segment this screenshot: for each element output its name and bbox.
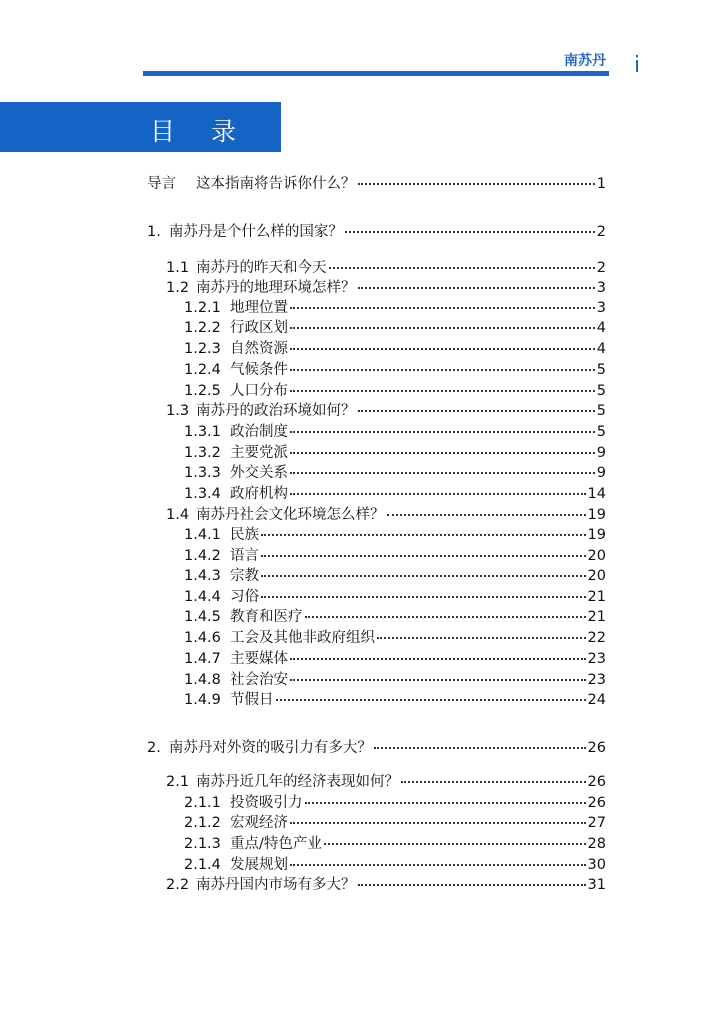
toc-entry[interactable] [184, 605, 606, 625]
toc-entry-title: 南苏丹的昨天和今天 [196, 260, 327, 276]
toc-entry-number: 1.3.4 [184, 486, 221, 502]
toc-entry-page: 9 [596, 465, 606, 481]
toc-entry-page: 5 [596, 362, 606, 378]
header-title: 南苏丹 [564, 53, 606, 69]
toc-entry-page: 23 [587, 672, 606, 688]
toc-entry-title: 重点/特色产业 [230, 836, 322, 852]
toc-entry-title: 教育和医疗 [230, 609, 303, 625]
toc-entry-title: 人口分布 [230, 383, 288, 399]
leader-dots [377, 636, 586, 639]
leader-dots [324, 842, 586, 845]
toc-entry[interactable] [184, 791, 606, 811]
toc-entry-number: 1.4.4 [184, 589, 221, 605]
toc-entry-page: 5 [596, 383, 606, 399]
toc-entry-number: 1.1 [166, 260, 190, 276]
leader-dots [305, 615, 586, 618]
toc-entry[interactable] [184, 853, 606, 873]
toc-entry-title: 习俗 [230, 589, 259, 605]
toc-entry-title: 政府机构 [230, 486, 288, 502]
toc-entry-title: 气候条件 [230, 362, 288, 378]
toc-entry-title: 语言 [230, 548, 259, 564]
toc-entry-page: 2 [596, 260, 606, 276]
toc-entry-page: 26 [587, 740, 606, 756]
toc-entry[interactable] [184, 668, 606, 688]
toc-entry-title: 民族 [230, 527, 259, 543]
toc-entry-title: 主要媒体 [230, 651, 288, 667]
toc-entry-page: 31 [587, 877, 606, 893]
toc-entry-number: 2. [147, 740, 161, 756]
toc-entry-number: 导言 [147, 176, 176, 192]
leader-dots [290, 368, 595, 371]
leader-dots [329, 266, 595, 269]
page-number: i [634, 53, 641, 78]
toc-entry-title: 南苏丹是个什么样的国家？ [168, 224, 343, 240]
toc-entry-page: 20 [587, 548, 606, 564]
toc-entry-number: 1.2.1 [184, 300, 221, 316]
toc-entry-page: 28 [587, 836, 606, 852]
leader-dots [261, 574, 586, 577]
toc-entry-page: 19 [587, 527, 606, 543]
toc-entry-page: 21 [587, 609, 606, 625]
toc-entry-number: 1.3.2 [184, 445, 221, 461]
leader-dots [401, 780, 586, 783]
toc-entry-page: 4 [596, 320, 606, 336]
toc-entry-page: 5 [596, 403, 606, 419]
toc-entry[interactable] [184, 626, 606, 646]
toc-entry-number: 1.4.8 [184, 672, 221, 688]
toc-entry[interactable] [184, 647, 606, 667]
toc-entry[interactable] [184, 811, 606, 831]
leader-dots [358, 409, 595, 412]
toc-entry-number: 2.1.1 [184, 795, 221, 811]
leader-dots [358, 883, 586, 886]
toc-entry-page: 20 [587, 568, 606, 584]
toc-entry-number: 1.3.3 [184, 465, 221, 481]
toc-entry[interactable] [184, 358, 606, 378]
toc-entry[interactable] [184, 564, 606, 584]
leader-dots [290, 389, 595, 392]
toc-entry-title: 自然资源 [230, 341, 288, 357]
toc-entry[interactable] [184, 461, 606, 481]
toc-entry-number: 1. [147, 224, 161, 240]
toc-entry-title: 政治制度 [230, 424, 288, 440]
toc-entry-page: 5 [596, 424, 606, 440]
toc-entry[interactable] [166, 256, 606, 276]
leader-dots [387, 513, 586, 516]
toc-entry[interactable] [184, 523, 606, 543]
toc-entry-title: 宗教 [230, 568, 259, 584]
leader-dots [290, 821, 586, 824]
toc-entry-title: 地理位置 [230, 300, 288, 316]
toc-entry-page: 14 [587, 486, 606, 502]
toc-entry-number: 1.3 [166, 403, 190, 419]
toc-entry-number: 1.4.1 [184, 527, 221, 543]
toc-entry-number: 1.2 [166, 280, 190, 296]
header-rule [143, 71, 609, 76]
toc-entry-page: 24 [587, 692, 606, 708]
toc-entry-number: 1.4.3 [184, 568, 221, 584]
toc-entry[interactable] [147, 220, 606, 240]
toc-entry[interactable] [166, 503, 606, 523]
toc-entry[interactable] [184, 482, 606, 502]
toc-entry[interactable] [184, 544, 606, 564]
leader-dots [290, 430, 595, 433]
toc-entry-page: 26 [587, 795, 606, 811]
toc-entry-page: 3 [596, 300, 606, 316]
toc-entry-number: 1.4 [166, 507, 190, 523]
leader-dots [290, 492, 586, 495]
toc-entry[interactable] [184, 688, 606, 708]
toc-entry-page: 27 [587, 815, 606, 831]
toc-entry-title: 南苏丹对外资的吸引力有多大？ [168, 740, 372, 756]
leader-dots [261, 533, 586, 536]
leader-dots [358, 182, 595, 185]
toc-entry-title: 外交关系 [230, 465, 288, 481]
leader-dots [345, 230, 595, 233]
toc-entry[interactable] [147, 172, 606, 192]
page-heading: 目 录 [150, 117, 250, 146]
toc-entry-number: 1.4.9 [184, 692, 221, 708]
toc-entry-page: 1 [596, 176, 606, 192]
toc-entry[interactable] [184, 316, 606, 336]
leader-dots [290, 451, 595, 454]
toc-entry-number: 1.4.7 [184, 651, 221, 667]
toc-entry-title: 工会及其他非政府组织 [230, 630, 375, 646]
leader-dots [290, 306, 595, 309]
toc-entry-page: 9 [596, 445, 606, 461]
toc-entry-number: 2.1 [166, 774, 190, 790]
toc-entry-number: 1.4.5 [184, 609, 221, 625]
toc-entry-number: 1.4.2 [184, 548, 221, 564]
toc-entry-title: 发展规划 [230, 857, 288, 873]
leader-dots [290, 326, 595, 329]
leader-dots [261, 554, 586, 557]
toc-entry-page: 3 [596, 280, 606, 296]
toc-entry-page: 23 [587, 651, 606, 667]
toc-entry[interactable] [184, 337, 606, 357]
toc-entry-page: 21 [587, 589, 606, 605]
toc-entry[interactable] [166, 770, 606, 790]
toc-entry-title: 主要党派 [230, 445, 288, 461]
toc-entry-title: 南苏丹近几年的经济表现如何？ [196, 774, 399, 790]
toc-entry[interactable] [184, 420, 606, 440]
toc-entry-page: 2 [596, 224, 606, 240]
leader-dots [290, 657, 586, 660]
leader-dots [290, 347, 595, 350]
leader-dots [290, 863, 586, 866]
toc-entry-page: 19 [587, 507, 606, 523]
toc-entry-title: 南苏丹国内市场有多大？ [196, 877, 356, 893]
leader-dots [290, 678, 586, 681]
toc-entry[interactable] [147, 736, 606, 756]
toc-entry-title: 投资吸引力 [230, 795, 303, 811]
toc-entry-number: 1.2.4 [184, 362, 221, 378]
toc-entry-number: 2.1.4 [184, 857, 221, 873]
toc-entry-title: 节假日 [230, 692, 274, 708]
toc-entry-number: 1.2.5 [184, 383, 221, 399]
toc-entry-number: 1.4.6 [184, 630, 221, 646]
toc-entry-page: 4 [596, 341, 606, 357]
leader-dots [358, 286, 595, 289]
toc-entry-page: 30 [587, 857, 606, 873]
toc-entry-page: 22 [587, 630, 606, 646]
toc-entry[interactable] [166, 276, 606, 296]
toc-entry-title: 宏观经济 [230, 815, 288, 831]
toc-entry-title: 南苏丹的政治环境如何？ [196, 403, 356, 419]
toc-entry-title: 行政区划 [230, 320, 288, 336]
toc-entry[interactable] [184, 585, 606, 605]
toc-entry-title: 社会治安 [230, 672, 288, 688]
toc-entry-title: 这本指南将告诉你什么？ [196, 176, 356, 192]
toc-entry-number: 1.3.1 [184, 424, 221, 440]
toc-entry-page: 26 [587, 774, 606, 790]
leader-dots [305, 801, 586, 804]
toc-entry-number: 2.2 [166, 877, 190, 893]
toc-entry[interactable] [184, 832, 606, 852]
toc-entry-number: 1.2.2 [184, 320, 221, 336]
toc-entry[interactable] [166, 399, 606, 419]
toc-entry[interactable] [166, 873, 606, 893]
toc-entry-title: 南苏丹社会文化环境怎么样？ [196, 507, 385, 523]
leader-dots [261, 595, 586, 598]
toc-entry[interactable] [184, 379, 606, 399]
toc-entry-number: 1.2.3 [184, 341, 221, 357]
leader-dots [290, 471, 595, 474]
toc-entry-number: 2.1.3 [184, 836, 221, 852]
toc-entry[interactable] [184, 296, 606, 316]
leader-dots [276, 698, 586, 701]
toc-entry-number: 2.1.2 [184, 815, 221, 831]
toc-entry-title: 南苏丹的地理环境怎样？ [196, 280, 356, 296]
toc-entry[interactable] [184, 441, 606, 461]
leader-dots [374, 746, 586, 749]
